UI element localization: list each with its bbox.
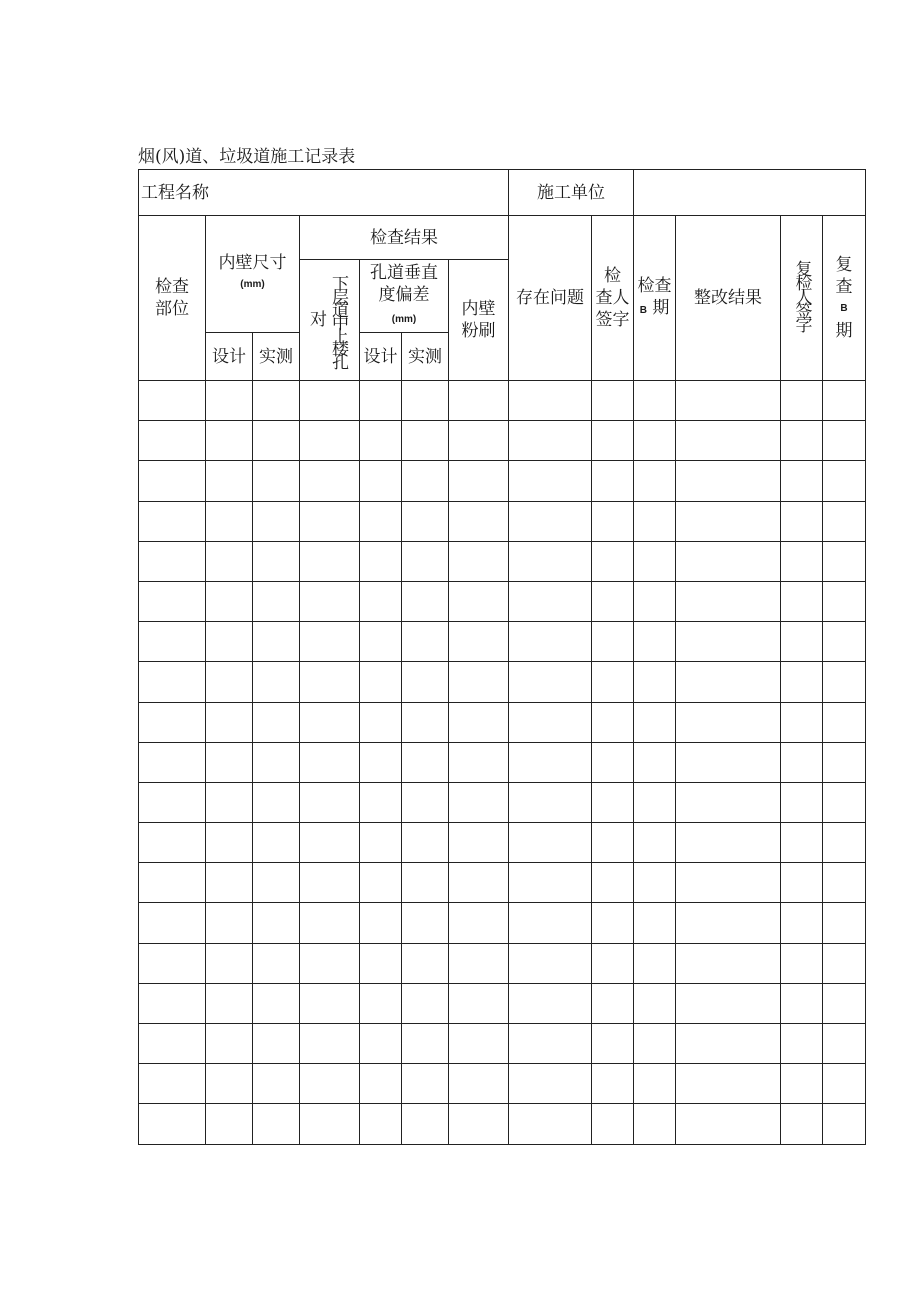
table-cell[interactable] <box>823 1024 866 1064</box>
table-cell[interactable] <box>509 662 592 702</box>
table-cell[interactable] <box>360 541 402 581</box>
table-row <box>139 782 866 822</box>
table-cell[interactable] <box>823 782 866 822</box>
table-cell[interactable] <box>676 782 781 822</box>
table-cell[interactable] <box>206 461 253 501</box>
table-row <box>139 863 866 903</box>
col-upper-lower-hole: 对下层道中上楼孔 <box>300 260 360 381</box>
table-cell[interactable] <box>449 943 509 983</box>
table-cell[interactable] <box>781 501 823 541</box>
table-cell[interactable] <box>206 581 253 621</box>
table-cell[interactable] <box>676 863 781 903</box>
table-cell[interactable] <box>402 1064 449 1104</box>
table-cell[interactable] <box>634 1024 676 1064</box>
table-cell[interactable] <box>823 541 866 581</box>
table-cell[interactable] <box>253 1104 300 1144</box>
table-row <box>139 421 866 461</box>
table-row <box>139 1064 866 1104</box>
table-cell[interactable] <box>676 622 781 662</box>
col-inner-size: 内壁尺寸 (mm) <box>206 216 300 333</box>
table-cell[interactable] <box>509 983 592 1023</box>
table-cell[interactable] <box>781 863 823 903</box>
table-cell[interactable] <box>402 581 449 621</box>
table-cell[interactable] <box>360 903 402 943</box>
table-cell[interactable] <box>300 823 360 863</box>
table-row <box>139 461 866 501</box>
table-cell[interactable] <box>781 541 823 581</box>
table-cell[interactable] <box>823 662 866 702</box>
table-cell[interactable] <box>781 742 823 782</box>
table-row <box>139 903 866 943</box>
table-cell[interactable] <box>592 742 634 782</box>
table-cell[interactable] <box>253 421 300 461</box>
table-cell[interactable] <box>253 1064 300 1104</box>
table-cell[interactable] <box>823 863 866 903</box>
table-cell[interactable] <box>634 983 676 1023</box>
table-cell[interactable] <box>449 1024 509 1064</box>
table-cell[interactable] <box>402 662 449 702</box>
col-vertical-design: 设计 <box>360 333 402 381</box>
table-cell[interactable] <box>139 782 206 822</box>
table-cell[interactable] <box>509 903 592 943</box>
table-cell[interactable] <box>676 1064 781 1104</box>
table-cell[interactable] <box>360 622 402 662</box>
table-cell[interactable] <box>592 1104 634 1144</box>
table-cell[interactable] <box>449 742 509 782</box>
table-cell[interactable] <box>509 1104 592 1144</box>
table-cell[interactable] <box>300 381 360 421</box>
table-cell[interactable] <box>592 381 634 421</box>
table-cell[interactable] <box>360 381 402 421</box>
col-rectification: 整改结果 <box>676 216 781 381</box>
table-cell[interactable] <box>823 421 866 461</box>
table-cell[interactable] <box>139 1064 206 1104</box>
table-cell[interactable] <box>300 782 360 822</box>
table-cell[interactable] <box>253 501 300 541</box>
table-cell[interactable] <box>781 702 823 742</box>
table-cell[interactable] <box>206 702 253 742</box>
table-cell[interactable] <box>676 903 781 943</box>
table-cell[interactable] <box>592 541 634 581</box>
table-cell[interactable] <box>402 1024 449 1064</box>
table-cell[interactable] <box>509 461 592 501</box>
table-cell[interactable] <box>139 381 206 421</box>
table-cell[interactable] <box>360 662 402 702</box>
table-cell[interactable] <box>300 1024 360 1064</box>
table-cell[interactable] <box>139 903 206 943</box>
table-cell[interactable] <box>449 622 509 662</box>
table-cell[interactable] <box>823 823 866 863</box>
table-cell[interactable] <box>781 381 823 421</box>
col-check-result: 检查结果 <box>300 216 509 260</box>
table-cell[interactable] <box>823 581 866 621</box>
table-cell[interactable] <box>300 1104 360 1144</box>
table-cell[interactable] <box>402 622 449 662</box>
table-cell[interactable] <box>676 541 781 581</box>
table-cell[interactable] <box>206 903 253 943</box>
table-cell[interactable] <box>360 823 402 863</box>
table-cell[interactable] <box>360 461 402 501</box>
table-cell[interactable] <box>206 1024 253 1064</box>
table-row <box>139 1024 866 1064</box>
table-cell[interactable] <box>206 1064 253 1104</box>
table-cell[interactable] <box>402 983 449 1023</box>
table-row <box>139 943 866 983</box>
table-cell[interactable] <box>823 983 866 1023</box>
table-cell[interactable] <box>139 983 206 1023</box>
table-cell[interactable] <box>449 581 509 621</box>
table-cell[interactable] <box>509 943 592 983</box>
table-cell[interactable] <box>206 622 253 662</box>
table-cell[interactable] <box>449 823 509 863</box>
table-cell[interactable] <box>300 702 360 742</box>
table-cell[interactable] <box>781 823 823 863</box>
table-cell[interactable] <box>206 501 253 541</box>
table-cell[interactable] <box>823 903 866 943</box>
table-cell[interactable] <box>139 863 206 903</box>
col-inspector-sign: 检 查人 签字 <box>592 216 634 381</box>
table-cell[interactable] <box>823 1104 866 1144</box>
table-cell[interactable] <box>449 541 509 581</box>
table-cell[interactable] <box>781 622 823 662</box>
table-cell[interactable] <box>300 983 360 1023</box>
table-cell[interactable] <box>676 943 781 983</box>
table-cell[interactable] <box>781 1024 823 1064</box>
table-cell[interactable] <box>634 782 676 822</box>
table-cell[interactable] <box>634 622 676 662</box>
table-row <box>139 622 866 662</box>
table-cell[interactable] <box>360 501 402 541</box>
table-cell[interactable] <box>360 1064 402 1104</box>
table-cell[interactable] <box>360 983 402 1023</box>
table-cell[interactable] <box>253 381 300 421</box>
table-cell[interactable] <box>449 1104 509 1144</box>
table-cell[interactable] <box>449 381 509 421</box>
col-location: 检查 部位 <box>139 216 206 381</box>
table-cell[interactable] <box>781 581 823 621</box>
table-cell[interactable] <box>300 903 360 943</box>
table-cell[interactable] <box>360 581 402 621</box>
table-cell[interactable] <box>634 501 676 541</box>
table-cell[interactable] <box>402 541 449 581</box>
table-cell[interactable] <box>634 1104 676 1144</box>
table-cell[interactable] <box>509 581 592 621</box>
table-cell[interactable] <box>592 501 634 541</box>
table-cell[interactable] <box>676 1024 781 1064</box>
table-cell[interactable] <box>509 541 592 581</box>
table-cell[interactable] <box>781 903 823 943</box>
table-cell[interactable] <box>823 381 866 421</box>
table-cell[interactable] <box>402 501 449 541</box>
col-problems: 存在问题 <box>509 216 592 381</box>
table-cell[interactable] <box>592 421 634 461</box>
table-cell[interactable] <box>449 903 509 943</box>
table-cell[interactable] <box>823 501 866 541</box>
table-cell[interactable] <box>402 1104 449 1144</box>
col-inspect-date: 检查 B 期 <box>634 216 676 381</box>
table-cell[interactable] <box>781 421 823 461</box>
table-cell[interactable] <box>509 421 592 461</box>
table-cell[interactable] <box>253 863 300 903</box>
table-row <box>139 823 866 863</box>
table-cell[interactable] <box>676 501 781 541</box>
table-cell[interactable] <box>449 702 509 742</box>
table-cell[interactable] <box>781 943 823 983</box>
table-cell[interactable] <box>823 702 866 742</box>
table-cell[interactable] <box>253 461 300 501</box>
project-name-label: 工程名称 <box>139 170 509 216</box>
table-cell[interactable] <box>509 1024 592 1064</box>
table-cell[interactable] <box>402 702 449 742</box>
table-row <box>139 581 866 621</box>
table-cell[interactable] <box>300 742 360 782</box>
table-cell[interactable] <box>139 943 206 983</box>
table-cell[interactable] <box>676 702 781 742</box>
table-cell[interactable] <box>781 782 823 822</box>
table-cell[interactable] <box>634 702 676 742</box>
table-cell[interactable] <box>300 863 360 903</box>
table-cell[interactable] <box>509 742 592 782</box>
table-cell[interactable] <box>253 983 300 1023</box>
table-cell[interactable] <box>360 742 402 782</box>
table-cell[interactable] <box>592 622 634 662</box>
table-cell[interactable] <box>509 381 592 421</box>
table-cell[interactable] <box>592 1064 634 1104</box>
table-cell[interactable] <box>360 863 402 903</box>
table-cell[interactable] <box>402 381 449 421</box>
table-cell[interactable] <box>206 662 253 702</box>
table-cell[interactable] <box>592 823 634 863</box>
table-row <box>139 742 866 782</box>
table-cell[interactable] <box>592 863 634 903</box>
table-cell[interactable] <box>206 863 253 903</box>
table-cell[interactable] <box>300 501 360 541</box>
table-cell[interactable] <box>253 742 300 782</box>
col-vertical-actual: 实测 <box>402 333 449 381</box>
table-cell[interactable] <box>402 782 449 822</box>
table-cell[interactable] <box>634 742 676 782</box>
table-cell[interactable] <box>634 381 676 421</box>
table-cell[interactable] <box>592 1024 634 1064</box>
table-cell[interactable] <box>634 421 676 461</box>
table-cell[interactable] <box>449 863 509 903</box>
table-cell[interactable] <box>206 943 253 983</box>
table-cell[interactable] <box>634 581 676 621</box>
table-cell[interactable] <box>139 1104 206 1144</box>
header-row-1 <box>139 216 866 260</box>
table-cell[interactable] <box>253 1024 300 1064</box>
table-cell[interactable] <box>360 943 402 983</box>
table-cell[interactable] <box>823 461 866 501</box>
table-cell[interactable] <box>509 863 592 903</box>
table-cell[interactable] <box>206 381 253 421</box>
table-cell[interactable] <box>509 702 592 742</box>
table-cell[interactable] <box>139 541 206 581</box>
table-cell[interactable] <box>206 421 253 461</box>
table-cell[interactable] <box>360 1104 402 1144</box>
table-cell[interactable] <box>676 662 781 702</box>
table-cell[interactable] <box>139 662 206 702</box>
table-cell[interactable] <box>253 702 300 742</box>
col-plaster: 内壁 粉刷 <box>449 260 509 381</box>
table-cell[interactable] <box>592 581 634 621</box>
table-cell[interactable] <box>823 742 866 782</box>
table-cell[interactable] <box>592 983 634 1023</box>
table-cell[interactable] <box>509 1064 592 1104</box>
table-cell[interactable] <box>449 983 509 1023</box>
table-cell[interactable] <box>300 1064 360 1104</box>
table-cell[interactable] <box>139 702 206 742</box>
table-cell[interactable] <box>402 903 449 943</box>
table-cell[interactable] <box>634 863 676 903</box>
col-inner-design: 设计 <box>206 333 253 381</box>
table-cell[interactable] <box>676 461 781 501</box>
table-cell[interactable] <box>676 983 781 1023</box>
col-reinspect-date: 复 查 B 期 <box>823 216 866 381</box>
table-cell[interactable] <box>509 823 592 863</box>
table-row <box>139 702 866 742</box>
table-cell[interactable] <box>634 662 676 702</box>
table-cell[interactable] <box>402 742 449 782</box>
table-cell[interactable] <box>206 742 253 782</box>
table-cell[interactable] <box>402 823 449 863</box>
table-cell[interactable] <box>634 823 676 863</box>
table-cell[interactable] <box>139 501 206 541</box>
table-cell[interactable] <box>300 461 360 501</box>
table-cell[interactable] <box>253 622 300 662</box>
table-cell[interactable] <box>360 702 402 742</box>
table-cell[interactable] <box>634 943 676 983</box>
table-cell[interactable] <box>139 823 206 863</box>
table-cell[interactable] <box>676 742 781 782</box>
table-cell[interactable] <box>206 983 253 1023</box>
table-cell[interactable] <box>300 943 360 983</box>
table-cell[interactable] <box>253 782 300 822</box>
table-cell[interactable] <box>449 662 509 702</box>
table-cell[interactable] <box>781 662 823 702</box>
table-row <box>139 1104 866 1144</box>
table-cell[interactable] <box>634 903 676 943</box>
table-cell[interactable] <box>592 943 634 983</box>
table-cell[interactable] <box>206 1104 253 1144</box>
table-cell[interactable] <box>592 461 634 501</box>
table-cell[interactable] <box>360 782 402 822</box>
table-cell[interactable] <box>253 903 300 943</box>
table-row <box>139 541 866 581</box>
table-cell[interactable] <box>139 421 206 461</box>
table-cell[interactable] <box>139 581 206 621</box>
table-cell[interactable] <box>449 501 509 541</box>
table-row <box>139 662 866 702</box>
table-cell[interactable] <box>402 943 449 983</box>
table-cell[interactable] <box>360 421 402 461</box>
table-cell[interactable] <box>300 541 360 581</box>
table-cell[interactable] <box>509 501 592 541</box>
inner-size-unit: (mm) <box>240 279 265 290</box>
table-cell[interactable] <box>781 461 823 501</box>
table-cell[interactable] <box>676 823 781 863</box>
col-reinspector-sign: 复检人签字 <box>781 216 823 381</box>
table-cell[interactable] <box>676 1104 781 1144</box>
table-cell[interactable] <box>634 541 676 581</box>
table-cell[interactable] <box>253 581 300 621</box>
record-table <box>138 169 866 1145</box>
construction-unit-value[interactable] <box>634 170 866 216</box>
col-inner-actual: 实测 <box>253 333 300 381</box>
table-cell[interactable] <box>634 461 676 501</box>
table-cell[interactable] <box>676 421 781 461</box>
table-cell[interactable] <box>402 461 449 501</box>
table-cell[interactable] <box>139 622 206 662</box>
table-cell[interactable] <box>402 421 449 461</box>
table-cell[interactable] <box>781 1064 823 1104</box>
table-cell[interactable] <box>823 622 866 662</box>
table-cell[interactable] <box>300 421 360 461</box>
table-cell[interactable] <box>592 903 634 943</box>
table-cell[interactable] <box>823 1064 866 1104</box>
table-cell[interactable] <box>300 622 360 662</box>
table-cell[interactable] <box>139 1024 206 1064</box>
table-cell[interactable] <box>509 622 592 662</box>
table-cell[interactable] <box>449 421 509 461</box>
table-cell[interactable] <box>823 943 866 983</box>
table-cell[interactable] <box>206 782 253 822</box>
table-row <box>139 501 866 541</box>
table-cell[interactable] <box>139 742 206 782</box>
table-cell[interactable] <box>139 461 206 501</box>
table-cell[interactable] <box>676 381 781 421</box>
table-cell[interactable] <box>592 702 634 742</box>
header-info-row <box>139 170 866 216</box>
table-cell[interactable] <box>449 782 509 822</box>
table-cell[interactable] <box>253 662 300 702</box>
construction-unit-label: 施工单位 <box>509 170 634 216</box>
table-cell[interactable] <box>402 863 449 903</box>
table-cell[interactable] <box>634 1064 676 1104</box>
table-cell[interactable] <box>253 823 300 863</box>
table-cell[interactable] <box>592 782 634 822</box>
table-row <box>139 983 866 1023</box>
table-row <box>139 381 866 421</box>
form-title: 烟(风)道、垃圾道施工记录表 <box>138 147 356 167</box>
table-cell[interactable] <box>206 541 253 581</box>
table-cell[interactable] <box>206 823 253 863</box>
table-cell[interactable] <box>781 1104 823 1144</box>
table-cell[interactable] <box>253 541 300 581</box>
table-cell[interactable] <box>253 943 300 983</box>
table-body <box>139 381 866 1145</box>
col-vertical-deviation: 孔道垂直 度偏差(mm) <box>360 260 449 333</box>
table-cell[interactable] <box>592 662 634 702</box>
table-cell[interactable] <box>449 461 509 501</box>
table-cell[interactable] <box>360 1024 402 1064</box>
table-cell[interactable] <box>676 581 781 621</box>
table-cell[interactable] <box>300 662 360 702</box>
table-cell[interactable] <box>300 581 360 621</box>
table-cell[interactable] <box>509 782 592 822</box>
table-cell[interactable] <box>449 1064 509 1104</box>
table-cell[interactable] <box>781 983 823 1023</box>
